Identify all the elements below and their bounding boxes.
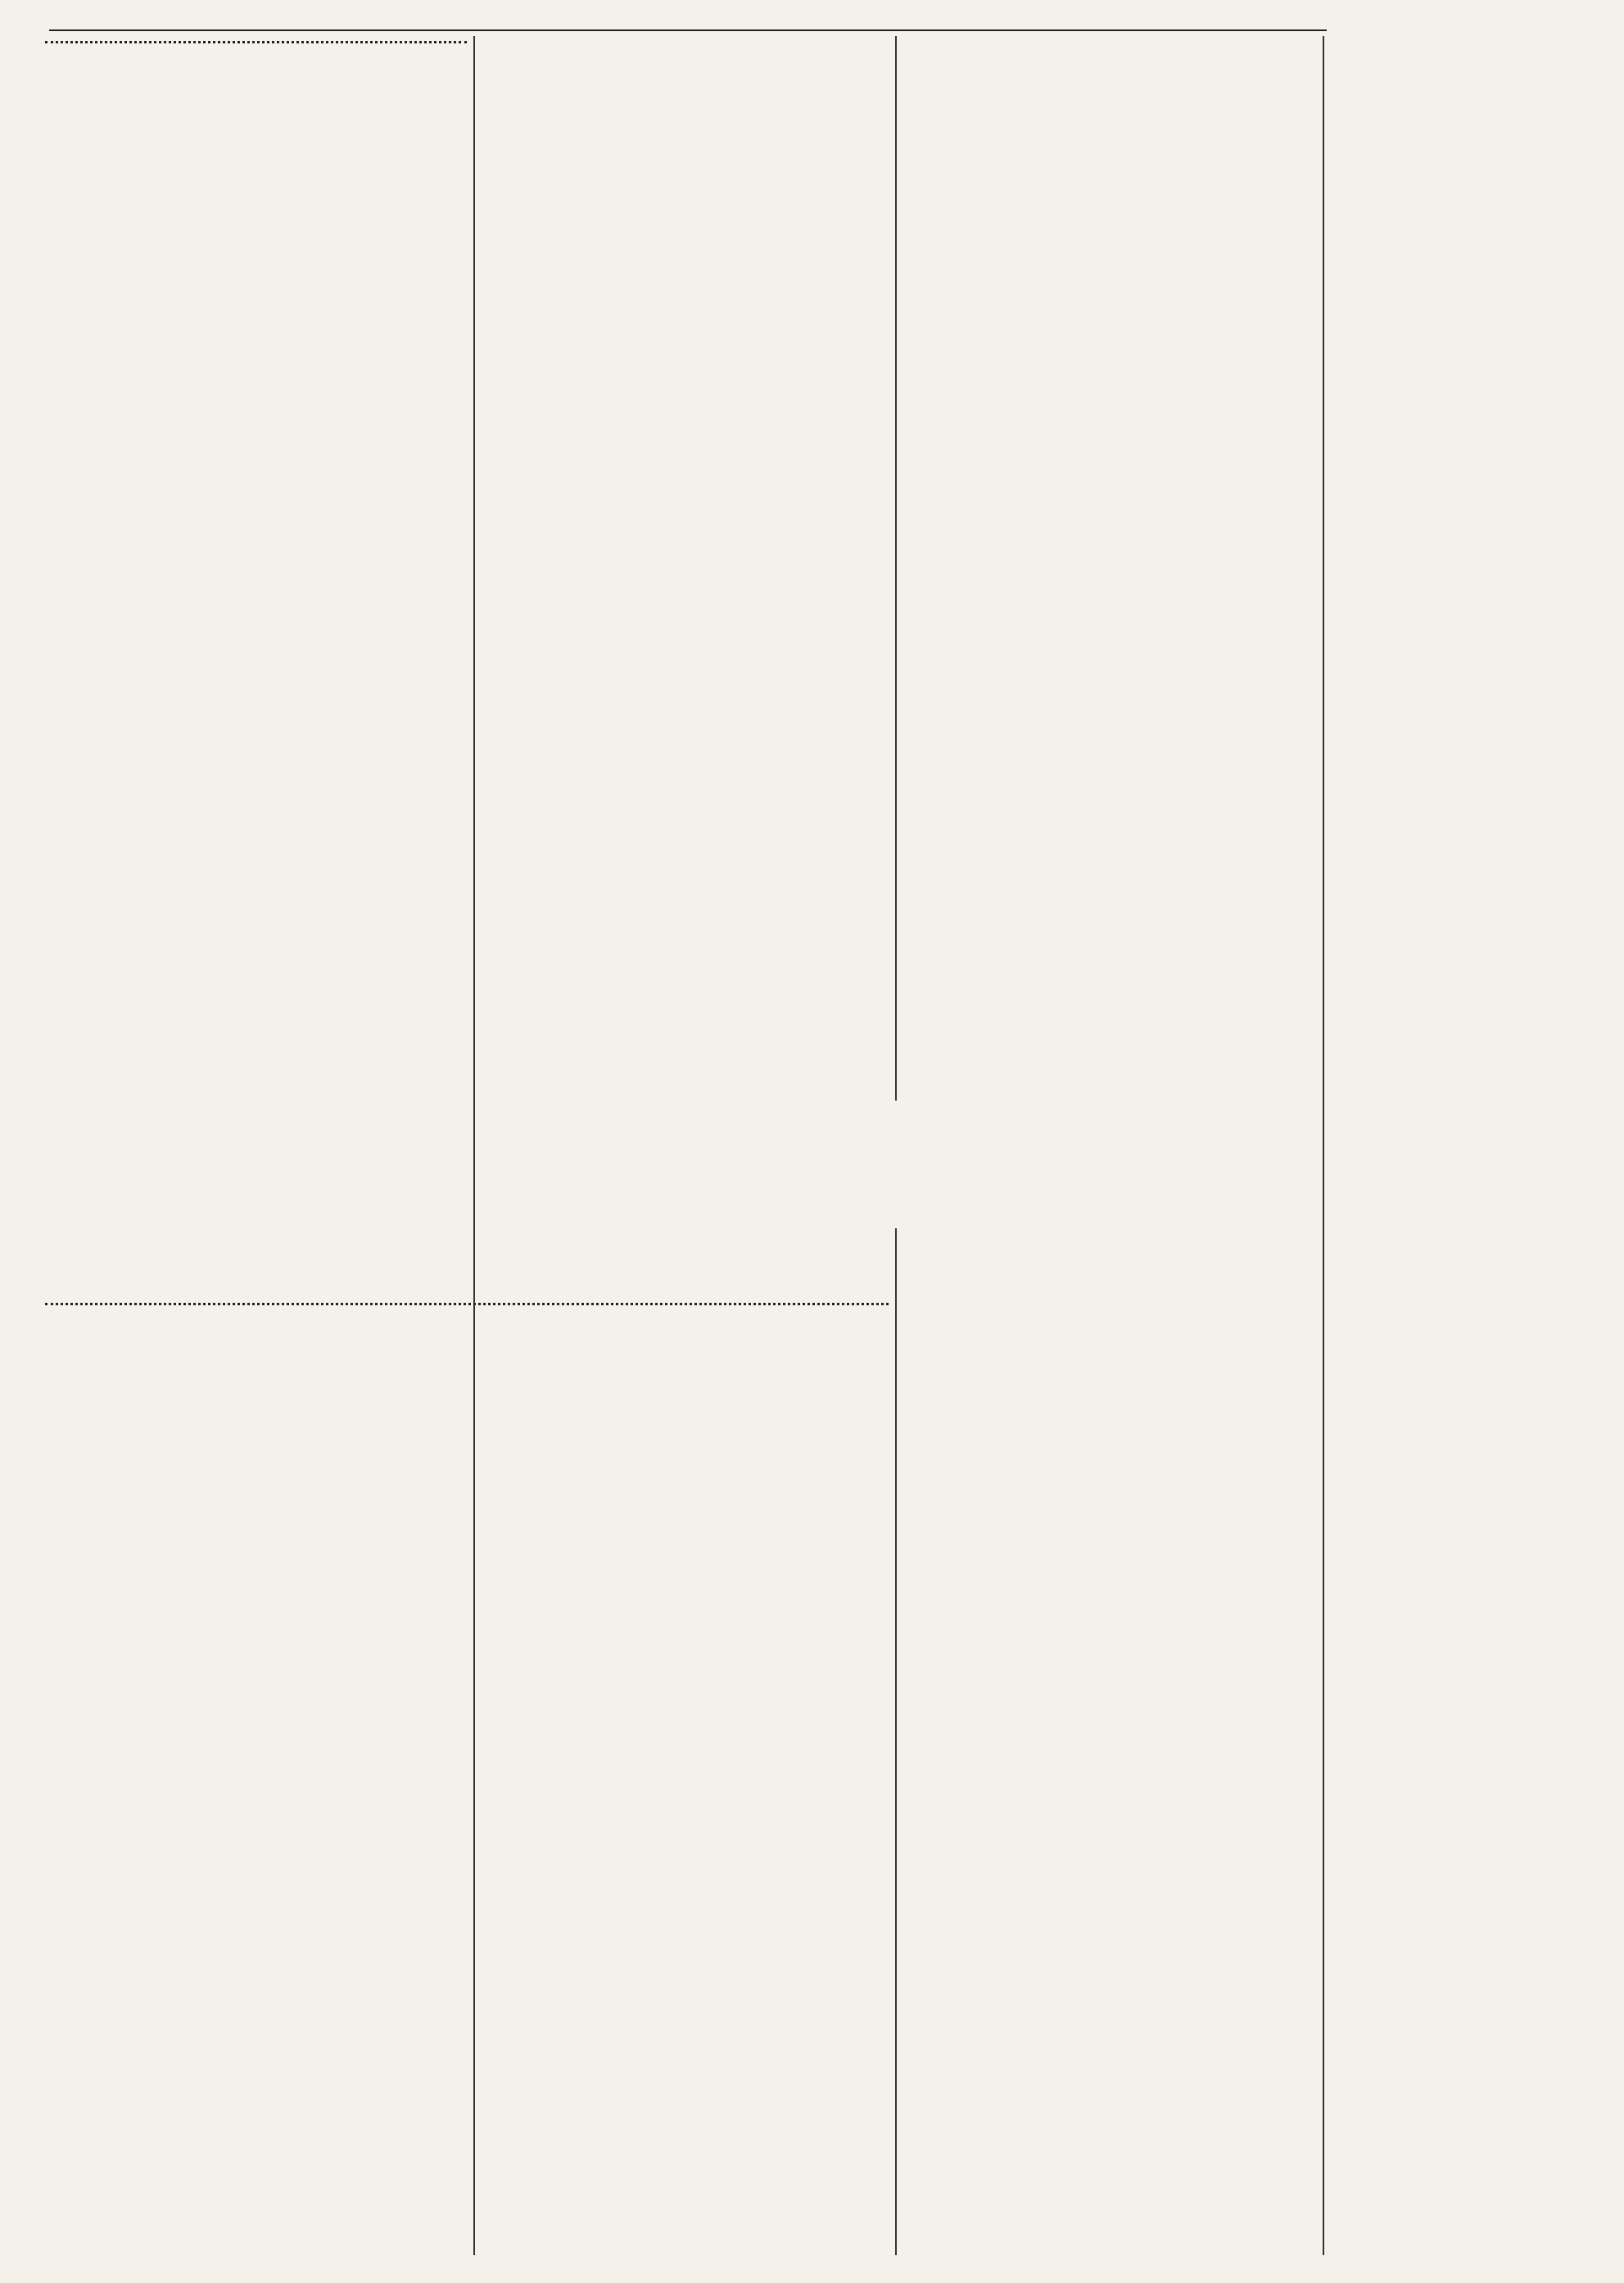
- column-divider: [895, 1228, 897, 2255]
- top-rule: [49, 29, 1327, 31]
- article-komunistak: [45, 50, 467, 1016]
- article-cont: [482, 36, 889, 1248]
- story-col-2: [482, 1400, 889, 2252]
- story-rule: [45, 1298, 889, 1314]
- column-divider: [895, 36, 897, 1101]
- story-col-1: [45, 1400, 467, 2252]
- column-divider: [473, 36, 475, 2255]
- column-divider: [1323, 36, 1324, 2255]
- divider: [45, 41, 467, 43]
- column-baigorri-cont: [482, 36, 889, 1264]
